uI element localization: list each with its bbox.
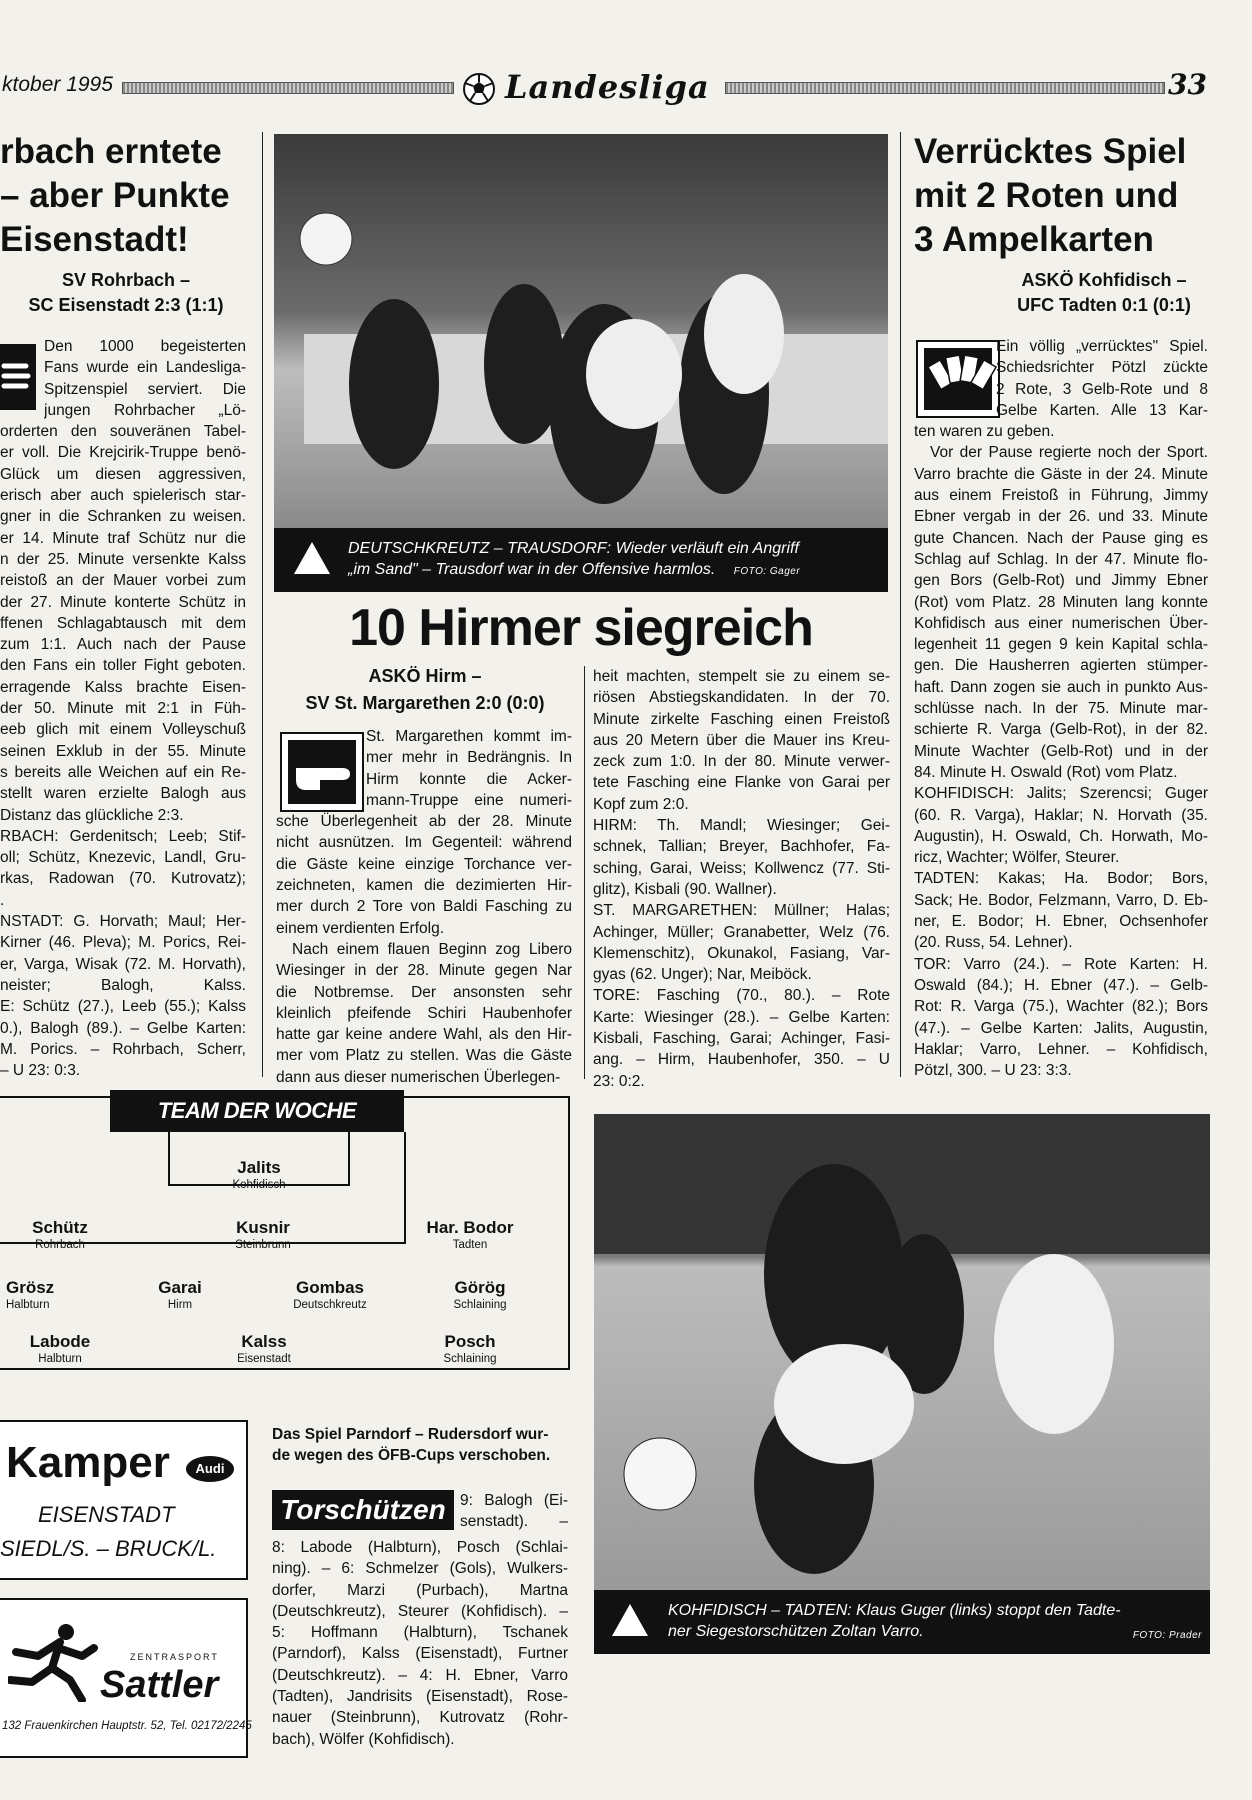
text-line: HIRM: Th. Mandl; Wiesinger; Gei-	[593, 817, 890, 835]
scorers-body	[272, 1537, 568, 1750]
ad-kamper	[0, 1420, 248, 1580]
match-line: SV Rohrbach –	[61, 270, 191, 290]
text-line: dann aus dieser numerischen Überlegen-	[276, 1068, 561, 1086]
text-line: riösen Abstiegskandidaten. In der 70.	[593, 689, 890, 707]
article-left	[0, 130, 252, 318]
text-line: Nach einem flauen Beginn zog Libero	[292, 940, 572, 958]
text-line: 8: Labode (Halbturn), Posch (Schlai-	[272, 1539, 568, 1556]
text-line: (Deutschkreutz). – 4: H. Ebner, Varro	[272, 1666, 568, 1684]
headline-line: mit 2 Roten und	[914, 176, 1179, 215]
text-line: aus 20 Metern über die Mauer ins Kreu-	[593, 731, 890, 749]
text-line: schnek, Tallian; Breyer, Bachhofer, Fa-	[593, 838, 890, 856]
text-line: sche Überlegenheit ab der 28. Minute	[276, 813, 572, 831]
text-line: TORE: Fasching (70., 80.). – Rote	[593, 987, 890, 1005]
text-line: TOR: Varro (24.). – Rote Karten: H.	[914, 955, 1208, 973]
sattler-small: ZENTRASPORT	[130, 1652, 219, 1662]
text-line: sching, Garai, Weiss; Kollwencz (77. Sti-	[593, 859, 890, 877]
team-der-woche	[0, 1096, 570, 1370]
team-player: Har. Bodor Tadten	[426, 1218, 514, 1251]
text-line: mer mehr in Bedrängnis. In	[366, 749, 572, 767]
text-line: Pötzl, 300. – U 23: 3:3.	[914, 1062, 1072, 1080]
photo-credit: FOTO: Gager	[733, 566, 801, 577]
text-line: kleinlich pfeifende Schiri Haubenhofer	[276, 1004, 572, 1022]
scorers-line: 9: Balogh (Ei-	[460, 1492, 568, 1509]
text-line: Varro brachte die Gäste in der 24. Minute	[914, 465, 1208, 483]
text-line: gen Bors (Gelb-Rot) und Jimmy Ebner	[914, 572, 1208, 590]
note-line: Das Spiel Parndorf – Rudersdorf wur-	[272, 1426, 549, 1443]
photo-kohfidisch-tadten	[594, 1114, 1210, 1590]
article-center-match	[274, 664, 576, 716]
text-line: aus einem Freistoß in Führung, Jimmy	[914, 487, 1208, 505]
text-line: ffenen Schlagabtausch mit dem	[0, 614, 246, 632]
text-line: Ebner vergab in der 26. und 33. Minute	[914, 508, 1208, 526]
text-line: rkas, Radowan (70. Kutrovatz);	[0, 870, 246, 888]
match-line: SV St. Margarethen 2:0 (0:0)	[305, 693, 545, 713]
text-line: ang. – Hirm, Haubenhofer, 350. – U	[593, 1051, 890, 1069]
text-line: die Notbremse. Der ansonsten sehr	[276, 983, 572, 1001]
column-rule	[900, 132, 901, 1077]
text-line: einem verdienten Erfolg.	[276, 919, 445, 937]
article-right-headline	[914, 130, 1250, 262]
text-line: stellt waren erzielte Balogh aus	[0, 785, 246, 803]
text-line: der 50. Minute mit 2:1 in Füh-	[0, 700, 246, 718]
text-line: 2 Rote, 3 Gelb-Rote und 8	[996, 380, 1208, 398]
text-line: Karte: Wiesinger (28.). – Gelbe Karten:	[593, 1008, 890, 1026]
team-title-box	[110, 1090, 404, 1132]
team-player: Schütz Rohrbach	[32, 1218, 88, 1251]
text-line: (60. R. Varga), Haklar; N. Horvath (35.	[914, 806, 1208, 824]
text-line: mer vom Platz zu stellen. Was die Gäste	[276, 1047, 572, 1065]
text-line: ner, E. Bodor; H. Ebner, Ochsenhofer	[914, 913, 1208, 931]
text-line: mann-Truppe eine numeri-	[366, 791, 572, 809]
headline-line: rbach erntete	[0, 132, 222, 171]
text-line: schierte R. Varga (Gelb-Rot), in der 82.	[914, 721, 1208, 739]
text-line: Schlag auf Schlag. In der 47. Minute flo-	[914, 550, 1208, 568]
caption-line: „im Sand" – Trausdorf war in der Offensive harmlos. FOTO: Gager	[348, 561, 801, 578]
text-line: (Tadten), Jandrisits (Eisenstadt), Rose-	[272, 1688, 568, 1706]
team-player: Jalits Kohfidisch	[232, 1158, 286, 1191]
article-center-headline: 10 Hirmer siegreich	[349, 599, 813, 657]
text-line: s bereits alle Weichen auf ein Re-	[0, 763, 246, 781]
text-line: er 14. Minute traf Schütz nur die	[0, 529, 246, 547]
text-line: seinen Exklub in der 55. Minute	[0, 742, 246, 760]
headline-line: – aber Punkte	[0, 176, 230, 215]
text-line: den Fans ein toller Fight geboten.	[0, 657, 246, 675]
text-line: ning). – 6: Schmelzer (Gols), Wulkers-	[272, 1560, 568, 1578]
headline-line: Verrücktes Spiel	[914, 132, 1187, 171]
text-line: Hirm konnte die Acker-	[366, 770, 572, 788]
photo-top-caption	[274, 528, 888, 592]
text-line: M. Porics. – Rohrbach, Scherr,	[0, 1040, 246, 1058]
text-line: zeichneten, kamen die dezimierten Hir-	[276, 877, 572, 895]
scorers-top	[460, 1490, 568, 1533]
text-line: Gelbe Karten. Alle 13 Kar-	[996, 401, 1208, 419]
text-line: Vor der Pause regierte noch der Sport.	[930, 444, 1208, 462]
scorers-title-box	[272, 1490, 454, 1530]
postponed-note	[272, 1424, 562, 1466]
match-line: ASKÖ Hirm –	[368, 666, 482, 686]
text-line: KOHFIDISCH: Jalits; Szerencsi; Guger	[914, 785, 1208, 803]
text-line: 0.), Balogh (89.). – Gelbe Karten:	[0, 1019, 246, 1037]
text-line: gute Chancen. Nach der Pause ging es	[914, 529, 1208, 547]
text-line: Den 1000 begeisterten	[44, 338, 246, 355]
team-title: TEAM DER WOCHE	[157, 1098, 357, 1123]
text-line: Kohfidisch aus einer numerischen Über-	[914, 614, 1208, 632]
caption-line: ner Siegestorschützen Zoltan Varro. FOTO: Prader	[668, 1621, 1202, 1642]
text-line: heit machten, stempelt sie zu einem se-	[593, 668, 890, 685]
text-line: (47.). – Gelbe Karten: Jalits, Augustin,	[914, 1019, 1208, 1037]
page-number: 33	[1168, 68, 1207, 101]
scorers-line: senstadt). –	[460, 1513, 568, 1531]
runner-icon	[8, 1622, 98, 1707]
team-player: Görög Schlaining	[453, 1278, 507, 1311]
headline-line: Eisenstadt!	[0, 220, 189, 259]
kamper-line2: SIEDL/S. – BRUCK/L.	[0, 1536, 217, 1561]
text-line: Achinger, Müller; Granabetter, Welz (76.	[593, 923, 890, 941]
text-line: Spitzenspiel serviert. Die	[44, 380, 246, 398]
photo-credit: FOTO: Prader	[1132, 1630, 1202, 1641]
sattler-address: 132 Frauenkirchen Hauptstr. 52, Tel. 02172/2245	[2, 1720, 252, 1732]
text-line: 5: Hoffmann (Halbturn), Tschanek	[272, 1624, 568, 1642]
ad-sattler	[0, 1598, 252, 1758]
text-line: zeck zum 1:0. In der 80. Minute verwer-	[593, 753, 890, 771]
text-line: hatte gar keine andere Wahl, als den Hir-	[276, 1026, 572, 1044]
note-line: de wegen des ÖFB-Cups verschoben.	[272, 1447, 551, 1464]
text-line: jungen Rohrbacher „Lö-	[44, 401, 246, 419]
text-line: Oswald (84.); H. Ebner (47.). – Gelb-	[914, 976, 1208, 994]
text-line: orderten den souveränen Tabel-	[0, 423, 246, 441]
text-line: Kopf zum 2:0.	[593, 795, 689, 813]
text-line: Ein völlig „verrücktes" Spiel.	[996, 338, 1208, 355]
text-line: Kirner (46. Pleva); M. Porics, Rei-	[0, 934, 246, 952]
team-player: Kalss Eisenstadt	[237, 1332, 291, 1365]
text-line: dorfer, Marzi (Purbach), Martna	[272, 1581, 568, 1599]
kamper-line1: EISENSTADT	[38, 1502, 175, 1527]
text-line: (Parndorf), Kalss (Eisenstadt), Furtner	[272, 1645, 568, 1663]
column-rule	[584, 666, 585, 1079]
article-center-col1	[276, 726, 572, 1088]
text-line: erisch aber auch spielerisch star-	[0, 487, 246, 505]
text-line: Fans wurde ein Landesliga-	[44, 359, 246, 377]
text-line: 84. Minute H. Oswald (Rot) vom Platz.	[914, 763, 1178, 781]
article-left-headline	[0, 130, 252, 262]
team-player: Grösz Halbturn	[6, 1278, 55, 1311]
text-line: mer durch 2 Tore von Baldi Fasching zu	[276, 898, 572, 916]
text-line: Schiedsrichter Pötzl zückte	[996, 359, 1208, 377]
text-line: (Rot) vom Platz. 28 Minuten lang konnte	[914, 593, 1208, 611]
page-header	[0, 68, 1252, 108]
text-line: Sack; He. Bodor, Felzmann, Varro, D. Eb-	[914, 891, 1208, 909]
text-line: Minute Wachter (Gelb-Rot) und in der	[914, 742, 1208, 760]
text-line: die Gäste keine einzige Torchance ver-	[276, 855, 572, 873]
kamper-brand: Kamper	[6, 1438, 170, 1487]
text-line: Glück um diesen aggressiven,	[0, 465, 246, 483]
text-line: gen. Die Hausherren agierten stümper-	[914, 657, 1208, 675]
caption-line: DEUTSCHKREUTZ – TRAUSDORF: Wieder verläuft ein Angriff	[348, 540, 799, 557]
text-line: gner in die Schranken zu weisen.	[0, 508, 246, 526]
text-line: tete Fasching eine Flanke von Garai per	[593, 774, 890, 792]
team-player: Gombas Deutschkreutz	[293, 1278, 367, 1311]
audi-badge: Audi	[186, 1456, 234, 1482]
text-line: (Deutschkreutz), Steurer (Kohfidisch). –	[272, 1602, 568, 1620]
text-line: bach), Wölfer (Kohfidisch).	[272, 1730, 455, 1748]
triangle-icon	[292, 540, 332, 582]
text-line: .	[0, 891, 5, 909]
caption-line: KOHFIDISCH – TADTEN: Klaus Guger (links) stoppt den Tadte-	[668, 1602, 1121, 1619]
text-line: ricz, Wachter; Wölfer, Steurer.	[914, 849, 1120, 867]
text-line: Augustin), H. Oswald, Ch. Horwath, Mo-	[914, 827, 1208, 845]
article-left-match	[0, 268, 252, 318]
text-line: legenheit 11 gegen 9 kein Kapital schla-	[914, 636, 1208, 654]
text-line: n der 25. Minute versenkte Kalss	[0, 550, 246, 568]
header-date: ktober 1995	[2, 73, 113, 96]
text-line: RBACH: Gerdenitsch; Leeb; Stif-	[0, 827, 246, 845]
text-line: schlüsse nach. In der 75. Minute mar-	[914, 700, 1208, 718]
article-right-match	[988, 268, 1220, 318]
text-line: eeb glich mit einem Volleyschuß	[0, 721, 246, 739]
text-line: neister; Balogh, Kalss.	[0, 976, 246, 994]
text-line: Minute zirkelte Fasching einen Freistoß	[593, 710, 890, 728]
text-line: – U 23: 0:3.	[0, 1062, 81, 1080]
article-left-body	[0, 336, 246, 1081]
text-line: der 27. Minute konterte Schütz in	[0, 593, 246, 611]
article-right	[914, 130, 1250, 318]
text-line: zum 1:1. Auch nach der Pause	[0, 636, 246, 654]
text-line: ten waren zu geben.	[914, 423, 1055, 441]
scorers-title: Torschützen	[280, 1494, 446, 1525]
text-line: gyas (62. Unger); Nar, Meiböck.	[593, 966, 812, 984]
sattler-brand: Sattler	[100, 1664, 219, 1706]
text-line: TADTEN: Kakas; Ha. Bodor; Bors,	[914, 870, 1208, 888]
text-line: oll; Schütz, Knezevic, Landl, Gru-	[0, 849, 246, 867]
text-line: erragende Kalss brachte Eisen-	[0, 678, 246, 696]
text-line: 23: 0:2.	[593, 1072, 645, 1090]
text-line: nauer (Steinbrunn), Kutrovatz (Rohr-	[272, 1709, 568, 1727]
header-rule-left	[122, 82, 454, 94]
text-line: NSTADT: G. Horvath; Maul; Her-	[0, 913, 246, 931]
text-line: er, Varga, Wisak (72. M. Horvath),	[0, 955, 246, 973]
text-line: ST. MARGARETHEN: Müllner; Halas;	[593, 902, 890, 920]
section-title: Landesliga	[505, 68, 710, 106]
photo-bottom-caption	[594, 1590, 1210, 1654]
text-line: Kisbali, Fasching, Garai; Achinger, Fasi-	[593, 1030, 890, 1048]
match-line: UFC Tadten 0:1 (0:1)	[1017, 295, 1191, 315]
text-line: haft. Dann zogen sie auch in punkto Aus-	[914, 678, 1208, 696]
team-player: Posch Schlaining	[443, 1332, 497, 1365]
triangle-icon	[610, 1602, 650, 1644]
match-line: SC Eisenstadt 2:3 (1:1)	[28, 295, 224, 315]
column-rule	[262, 132, 263, 1077]
text-line: St. Margarethen kommt im-	[366, 728, 572, 745]
headline-line: 3 Ampelkarten	[914, 220, 1154, 259]
text-line: er voll. Die Krejcirik-Truppe benö-	[0, 444, 246, 462]
text-line: E: Schütz (27.), Leeb (55.); Kalss	[0, 998, 246, 1016]
text-line: reistoß an der Mauer vorbei zum	[0, 572, 246, 590]
text-line: Haklar; Varro, Lehner. – Kohfidisch,	[914, 1040, 1208, 1058]
team-player: Kusnir Steinbrunn	[235, 1218, 291, 1251]
article-right-body	[914, 336, 1208, 1081]
text-line: Distanz das glückliche 2:3.	[0, 806, 184, 824]
team-player: Labode Halbturn	[29, 1332, 91, 1365]
text-line: (20. Russ, 54. Lehner).	[914, 934, 1073, 952]
photo-deutschkreutz-trausdorf	[274, 134, 888, 528]
football-icon	[462, 72, 496, 111]
text-line: nicht ausnützen. Im Gegenteil: während	[276, 834, 572, 852]
match-line: ASKÖ Kohfidisch –	[1021, 270, 1187, 290]
text-line: Klemenschitz), Okunakol, Fasiang, Var-	[593, 944, 890, 962]
article-center-col2	[593, 666, 890, 1092]
team-player: Garai Hirm	[158, 1278, 202, 1311]
text-line: Wiesinger in der 28. Minute gegen Nar	[276, 962, 572, 980]
header-rule-right	[725, 82, 1165, 94]
text-line: Rot: R. Varga (75.), Wachter (82.); Bors	[914, 998, 1208, 1016]
text-line: glitz), Kisbali (90. Wallner).	[593, 880, 777, 898]
